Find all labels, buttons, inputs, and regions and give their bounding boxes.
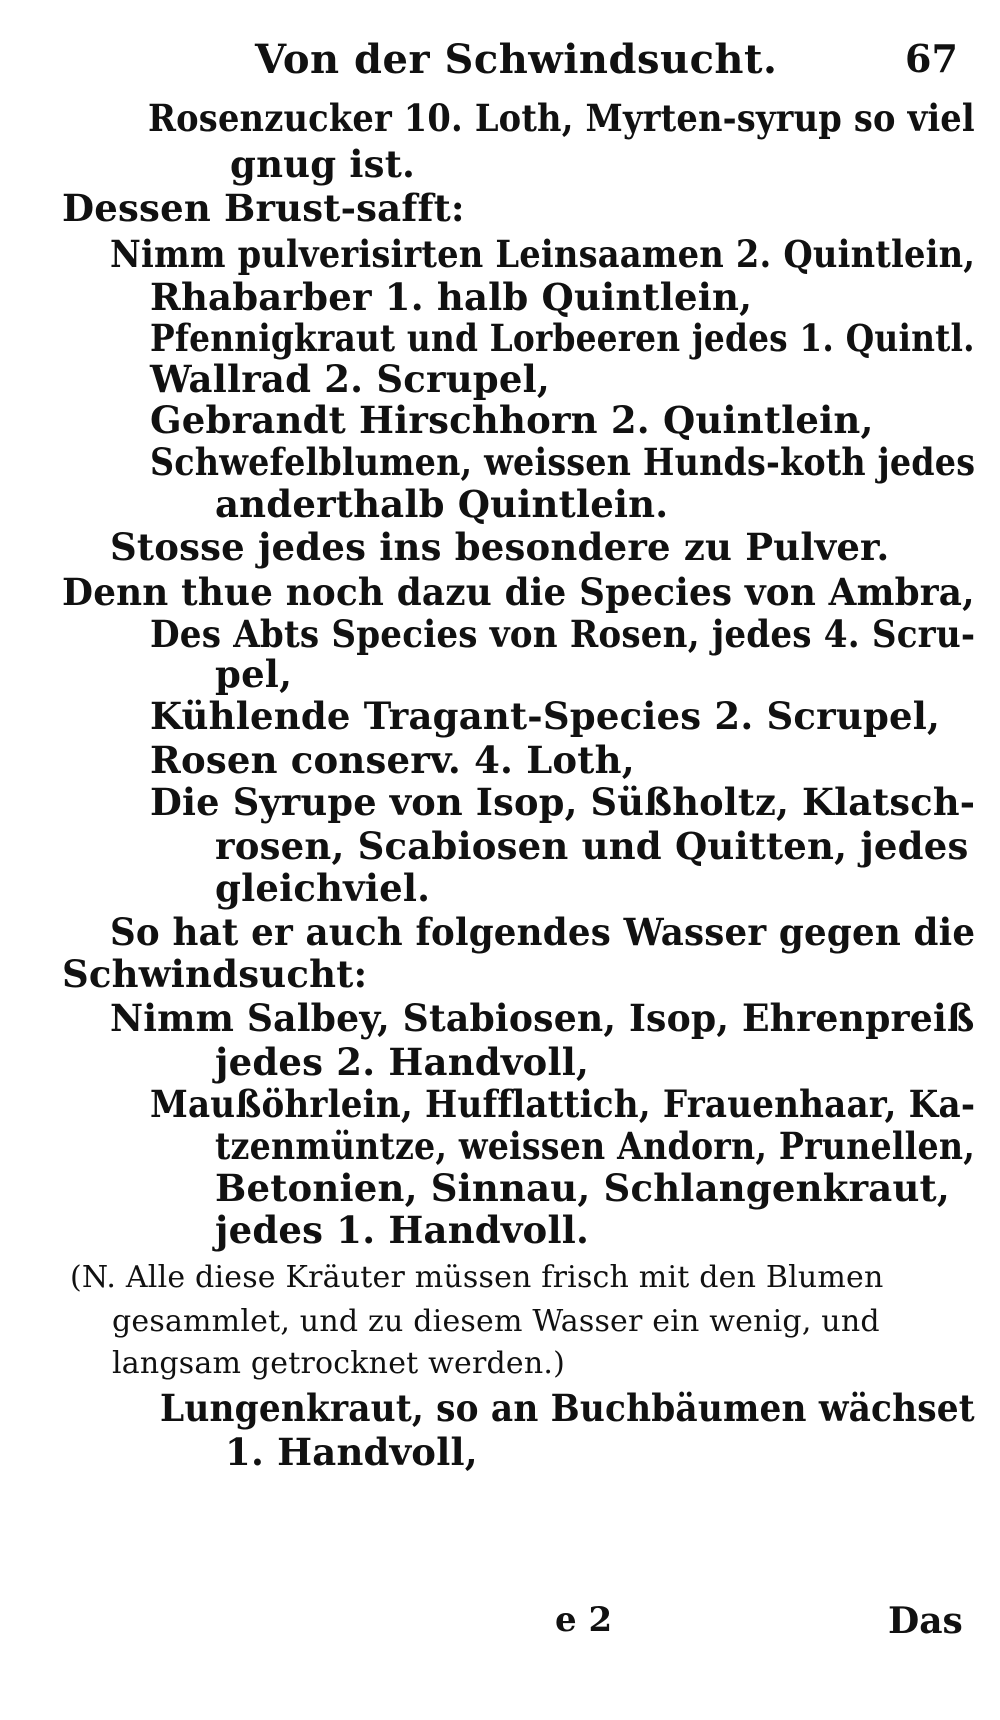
text-line: rosen, Scabiosen und Quitten, jedes — [215, 824, 969, 868]
text-line: Rosen conserv. 4. Loth, — [150, 738, 635, 782]
note-line: langsam getrocknet werden.) — [112, 1346, 566, 1381]
text-line: jedes 2. Handvoll, — [215, 1040, 590, 1084]
text-line: Rhabarber 1. halb Quintlein, — [150, 275, 753, 319]
text-line: 1. Handvoll, — [225, 1430, 478, 1474]
text-line: tzenmüntze, weissen Andorn, Prunellen, — [215, 1124, 975, 1168]
running-head — [0, 30, 1000, 90]
note-line: (N. Alle diese Kräuter müssen frisch mit den Blumen — [70, 1260, 884, 1295]
text-line: Maußöhrlein, Hufflattich, Frauenhaar, Ka- — [150, 1082, 976, 1126]
text-line: Des Abts Species von Rosen, jedes 4. Scru- — [150, 612, 976, 656]
page-title: Von der Schwindsucht. — [255, 36, 778, 83]
text-line: pel, — [215, 652, 293, 696]
text-line: Nimm Salbey, Stabiosen, Isop, Ehrenpreiß — [110, 996, 975, 1040]
text-line: gnug ist. — [230, 142, 416, 186]
text-line: Kühlende Tragant-Species 2. Scrupel, — [150, 694, 941, 738]
text-line: Stosse jedes ins besondere zu Pulver. — [110, 525, 890, 569]
page-footer — [0, 1600, 1000, 1660]
text-line: Schwindsucht: — [62, 952, 368, 996]
text-line: Nimm pulverisirten Leinsaamen 2. Quintlein, — [110, 232, 976, 276]
text-line: anderthalb Quintlein. — [215, 482, 669, 526]
text-line: Schwefelblumen, weissen Hunds-koth jedes — [150, 440, 976, 484]
text-line: Dessen Brust-safft: — [62, 186, 465, 230]
text-line: gleichviel. — [215, 866, 431, 910]
signature-mark: e 2 — [555, 1600, 613, 1640]
text-line: Pfennigkraut und Lorbeeren jedes 1. Quintl. — [150, 316, 975, 360]
text-line: Wallrad 2. Scrupel, — [150, 357, 550, 401]
note-line: gesammlet, und zu diesem Wasser ein wenig, und — [112, 1304, 880, 1339]
text-line: So hat er auch folgendes Wasser gegen die — [110, 910, 976, 954]
page-number: 67 — [905, 36, 958, 81]
text-line: Betonien, Sinnau, Schlangenkraut, — [215, 1166, 950, 1210]
text-line: Lungenkraut, so an Buchbäumen wächset — [160, 1386, 975, 1430]
text-line: Die Syrupe von Isop, Süßholtz, Klatsch- — [150, 780, 976, 824]
text-line: Denn thue noch dazu die Species von Ambra, — [62, 570, 975, 614]
catchword: Das — [888, 1600, 963, 1642]
text-line: Gebrandt Hirschhorn 2. Quintlein, — [150, 398, 874, 442]
text-line: jedes 1. Handvoll. — [215, 1208, 590, 1252]
text-line: Rosenzucker 10. Loth, Myrten-syrup so viel — [148, 96, 975, 140]
